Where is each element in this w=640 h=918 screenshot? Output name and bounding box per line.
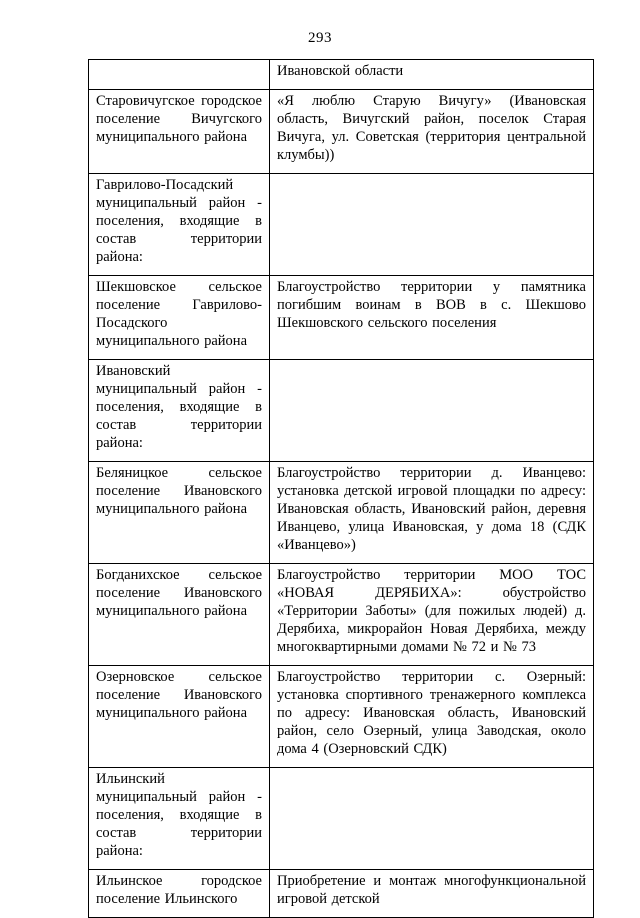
settlement-cell: Ильинский муниципальный район - поселения, входящие в состав территории района: xyxy=(89,768,270,870)
table-row xyxy=(89,870,594,918)
project-cell xyxy=(270,174,594,276)
table-row xyxy=(89,174,594,276)
project-cell: Благоустройство территории у памятника погибшим воинам в ВОВ в с. Шекшово Шекшовского сельского поселения xyxy=(270,276,594,360)
table-row xyxy=(89,276,594,360)
settlement-cell: Гаврилово-Посадский муниципальный район - поселения, входящие в состав территории района: xyxy=(89,174,270,276)
table-row xyxy=(89,90,594,174)
settlement-cell: Ивановский муниципальный район - поселения, входящие в состав территории района: xyxy=(89,360,270,462)
table-row xyxy=(89,564,594,666)
table-row xyxy=(89,666,594,768)
settlements-table-body xyxy=(89,60,594,918)
settlement-cell xyxy=(89,60,270,90)
settlement-cell: Озерновское сельское поселение Ивановского муниципального района xyxy=(89,666,270,768)
table-row xyxy=(89,768,594,870)
settlement-cell: Беляницкое сельское поселение Ивановского муниципального района xyxy=(89,462,270,564)
settlement-cell: Шекшовское сельское поселение Гаврилово-Посадского муниципального района xyxy=(89,276,270,360)
table-row xyxy=(89,360,594,462)
project-cell: Приобретение и монтаж многофункциональной игровой детской xyxy=(270,870,594,918)
settlements-table xyxy=(88,59,594,918)
project-cell xyxy=(270,768,594,870)
project-cell: Ивановской области xyxy=(270,60,594,90)
settlement-cell: Ильинское городское поселение Ильинского xyxy=(89,870,270,918)
project-cell: Благоустройство территории д. Иванцево: установка детской игровой площадки по адресу: Ивановская область, Ивановский район, деревня Иванцево, улица Ивановская, у дома 18 (СДК «Иванцево») xyxy=(270,462,594,564)
settlement-cell: Старовичугское городское поселение Вичугского муниципального района xyxy=(89,90,270,174)
page-number: 293 xyxy=(308,30,332,46)
project-cell: «Я люблю Старую Вичугу» (Ивановская область, Вичугский район, поселок Старая Вичуга, ул. Советская (территория центральной клумбы)) xyxy=(270,90,594,174)
table-row xyxy=(89,60,594,90)
project-cell: Благоустройство территории МОО ТОС «НОВАЯ ДЕРЯБИХА»: обустройство «Территории Заботы» (для пожилых людей) д. Дерябиха, микрорайон Новая Дерябиха, между многоквартирными домами № 72 и № 73 xyxy=(270,564,594,666)
table-row xyxy=(89,462,594,564)
project-cell: Благоустройство территории с. Озерный: установка спортивного тренажерного комплекса по адресу: Ивановская область, Ивановский район, село Озерный, улица Заводская, около дома 4 (Озерновский СДК) xyxy=(270,666,594,768)
project-cell xyxy=(270,360,594,462)
settlement-cell: Богданихское сельское поселение Ивановского муниципального района xyxy=(89,564,270,666)
